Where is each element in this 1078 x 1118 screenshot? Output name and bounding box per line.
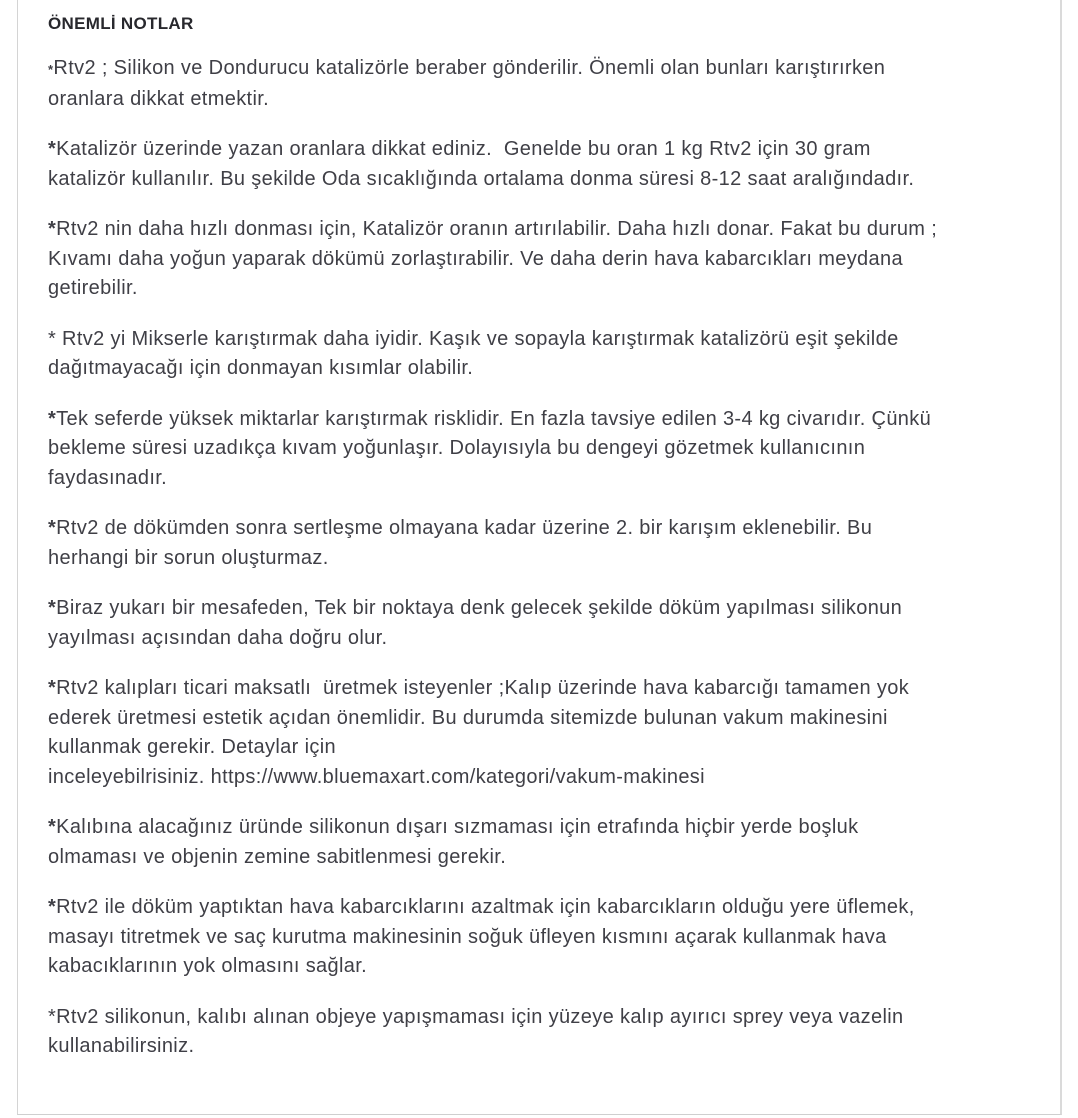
note-line: *Rtv2 ile döküm yaptıktan hava kabarcıklarını azaltmak için kabarcıkların olduğu yere üflemek,: [48, 896, 915, 918]
note-line: katalizör kullanılır. Bu şekilde Oda sıcaklığında ortalama donma süresi 8-12 saat aralığındadır.: [48, 167, 915, 190]
note-paragraph: [48, 813, 1038, 872]
asterisk-bullet: *: [48, 896, 57, 918]
note-paragraph: [48, 893, 1038, 982]
note-line: *Kalıbına alacağınız üründe silikonun dışarı sızmaması için etrafında hiçbir yerde boşluk: [48, 816, 859, 838]
note-line: * Rtv2 yi Mikserle karıştırmak daha iyidir. Kaşık ve sopayla karıştırmak katalizörü eşit şekilde: [48, 327, 899, 350]
note-line: *Rtv2 kalıpları ticari maksatlı üretmek isteyenler ;Kalıp üzerinde hava kabarcığı tamamen yok: [48, 677, 910, 699]
asterisk-bullet: *: [48, 816, 57, 838]
asterisk-bullet: *: [48, 218, 57, 240]
asterisk-bullet: *: [48, 138, 57, 160]
note-line: kullanabilirsiniz.: [48, 1035, 195, 1057]
note-line: *Rtv2 silikonun, kalıbı alınan objeye yapışmaması için yüzeye kalıp ayırıcı sprey veya vazelin: [48, 1005, 904, 1028]
asterisk-bullet: *: [48, 517, 57, 539]
asterisk-bullet: *: [48, 597, 57, 619]
note-paragraph: [48, 1003, 1038, 1062]
note-line: faydasınadır.: [48, 466, 168, 489]
note-paragraph: [48, 405, 1038, 494]
note-paragraph: [48, 674, 1038, 792]
note-line: *Rtv2 de dökümden sonra sertleşme olmayana kadar üzerine 2. bir karışım eklenebilir. Bu: [48, 517, 873, 539]
note-line: *Rtv2 nin daha hızlı donması için, Katalizör oranın artırılabilir. Daha hızlı donar. Fakat bu durum ;: [48, 218, 938, 240]
note-line: kabacıklarının yok olmasını sağlar.: [48, 955, 368, 977]
asterisk-bullet: *: [48, 62, 54, 77]
notes-content-frame: [17, 0, 1062, 1115]
notes-paragraph-list: [48, 54, 1038, 1062]
notes-heading: ÖNEMLİ NOTLAR: [48, 14, 194, 33]
note-paragraph: [48, 514, 1038, 573]
note-line: inceleyebilrisiniz. https://www.bluemaxart.com/kategori/vakum-makinesi: [48, 765, 705, 788]
note-line: ederek üretmesi estetik açıdan önemlidir. Bu durumda sitemizde bulunan vakum makinesini: [48, 706, 888, 729]
note-line: masayı titretmek ve saç kurutma makinesinin soğuk üfleyen kısmını açarak kullanmak hava: [48, 925, 887, 948]
note-paragraph: [48, 594, 1038, 653]
asterisk-bullet: *: [48, 677, 57, 699]
note-line: dağıtmayacağı için donmayan kısımlar olabilir.: [48, 357, 474, 379]
note-paragraph: [48, 135, 1038, 194]
note-line: oranlara dikkat etmektir.: [48, 87, 270, 110]
note-paragraph: [48, 215, 1038, 304]
note-line: kullanmak gerekir. Detaylar için: [48, 736, 336, 758]
note-line: *Katalizör üzerinde yazan oranlara dikkat ediniz. Genelde bu oran 1 kg Rtv2 için 30 gram: [48, 138, 871, 160]
note-line: bekleme süresi uzadıkça kıvam yoğunlaşır. Dolayısıyla bu dengeyi gözetmek kullanıcının: [48, 437, 866, 459]
note-line: olmaması ve objenin zemine sabitlenmesi gerekir.: [48, 845, 507, 868]
note-line: Kıvamı daha yoğun yaparak dökümü zorlaştırabilir. Ve daha derin hava kabarcıkları meydana: [48, 247, 903, 270]
note-line: yayılması açısından daha doğru olur.: [48, 626, 388, 649]
note-paragraph: [48, 54, 1038, 114]
asterisk-bullet: *: [48, 327, 63, 350]
asterisk-bullet: *: [48, 407, 57, 430]
note-line: getirebilir.: [48, 277, 138, 299]
asterisk-bullet: *: [48, 1005, 57, 1028]
note-line: *Tek seferde yüksek miktarlar karıştırmak risklidir. En fazla tavsiye edilen 3-4 kg civarıdır. Çünkü: [48, 407, 932, 430]
note-line: *Biraz yukarı bir mesafeden, Tek bir noktaya denk gelecek şekilde döküm yapılması silikonun: [48, 597, 903, 619]
note-line: *Rtv2 ; Silikon ve Dondurucu katalizörle beraber gönderilir. Önemli olan bunları karıştırırken: [48, 57, 886, 79]
note-paragraph: [48, 325, 1038, 384]
note-line: herhangi bir sorun oluşturmaz.: [48, 546, 329, 569]
